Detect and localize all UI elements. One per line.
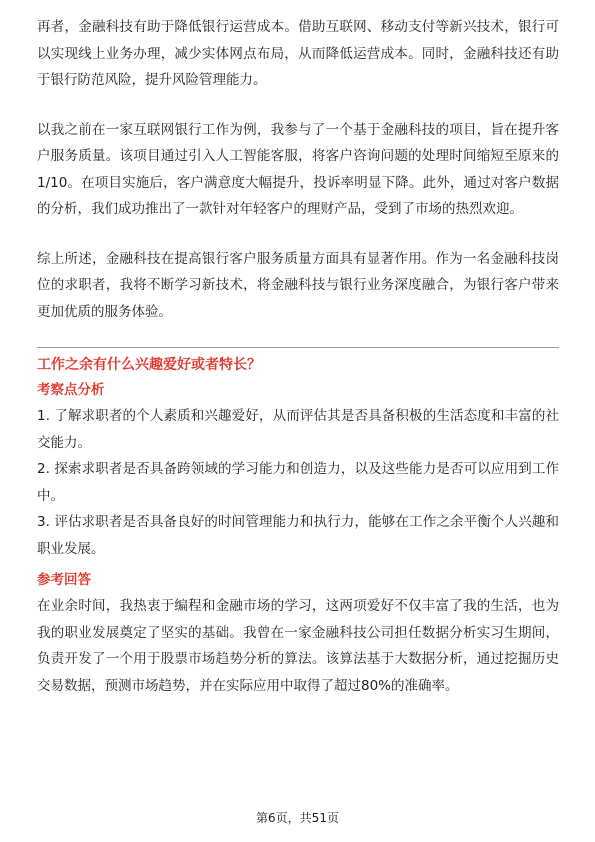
analysis-list: [37, 403, 559, 562]
paragraph-cost-reduction: 再者，金融科技有助于降低银行运营成本。借助互联网、移动支付等新兴技术，银行可以实现线上业务办理，减少实体网点布局，从而降低运营成本。同时，金融科技还有助于银行防范风险，提升风险管理能力。: [37, 19, 559, 88]
reference-answer: 在业余时间，我热衷于编程和金融市场的学习，这两项爱好不仅丰富了我的生活，也为我的职业发展奠定了坚实的基础。我曾在一家金融科技公司担任数据分析实习生期间，负责开发了一个用于股票市场趋势分析的算法。该算法基于大数据分析，通过挖掘历史交易数据，预测市场趋势，并在实际应用中取得了超过80%的准确率。: [37, 598, 559, 694]
paragraph-conclusion: 综上所述，金融科技在提高银行客户服务质量方面具有显著作用。作为一名金融科技岗位的求职者，我将不断学习新技术，将金融科技与银行业务深度融合，为银行客户带来更加优质的服务体验。: [37, 250, 559, 320]
page-footer: 第6页，共51页: [256, 811, 339, 825]
document-page: [37, 14, 559, 699]
analysis-item: 3. 评估求职者是否具备良好的时间管理能力和执行力，能够在工作之余平衡个人兴趣和职业发展。: [37, 514, 559, 557]
analysis-heading: 考察点分析: [37, 382, 105, 398]
reference-heading: 参考回答: [37, 572, 91, 588]
analysis-item: 1. 了解求职者的个人素质和兴趣爱好，从而评估其是否具备积极的生活态度和丰富的社交能力。: [37, 408, 559, 451]
question-title: 工作之余有什么兴趣爱好或者特长？: [37, 357, 261, 373]
analysis-item: 2. 探索求职者是否具备跨领域的学习能力和创造力，以及这些能力是否可以应用到工作中。: [37, 461, 559, 504]
section-divider: [37, 347, 559, 348]
paragraph-project-example: 以我之前在一家互联网银行工作为例，我参与了一个基于金融科技的项目，旨在提升客户服务质量。该项目通过引入人工智能客服，将客户咨询问题的处理时间缩短至原来的1/10。在项目实施后，客户满意度大幅提升，投诉率明显下降。此外，通过对客户数据的分析，我们成功推出了一款针对年轻客户的理财产品，受到了市场的热烈欢迎。: [37, 121, 559, 217]
